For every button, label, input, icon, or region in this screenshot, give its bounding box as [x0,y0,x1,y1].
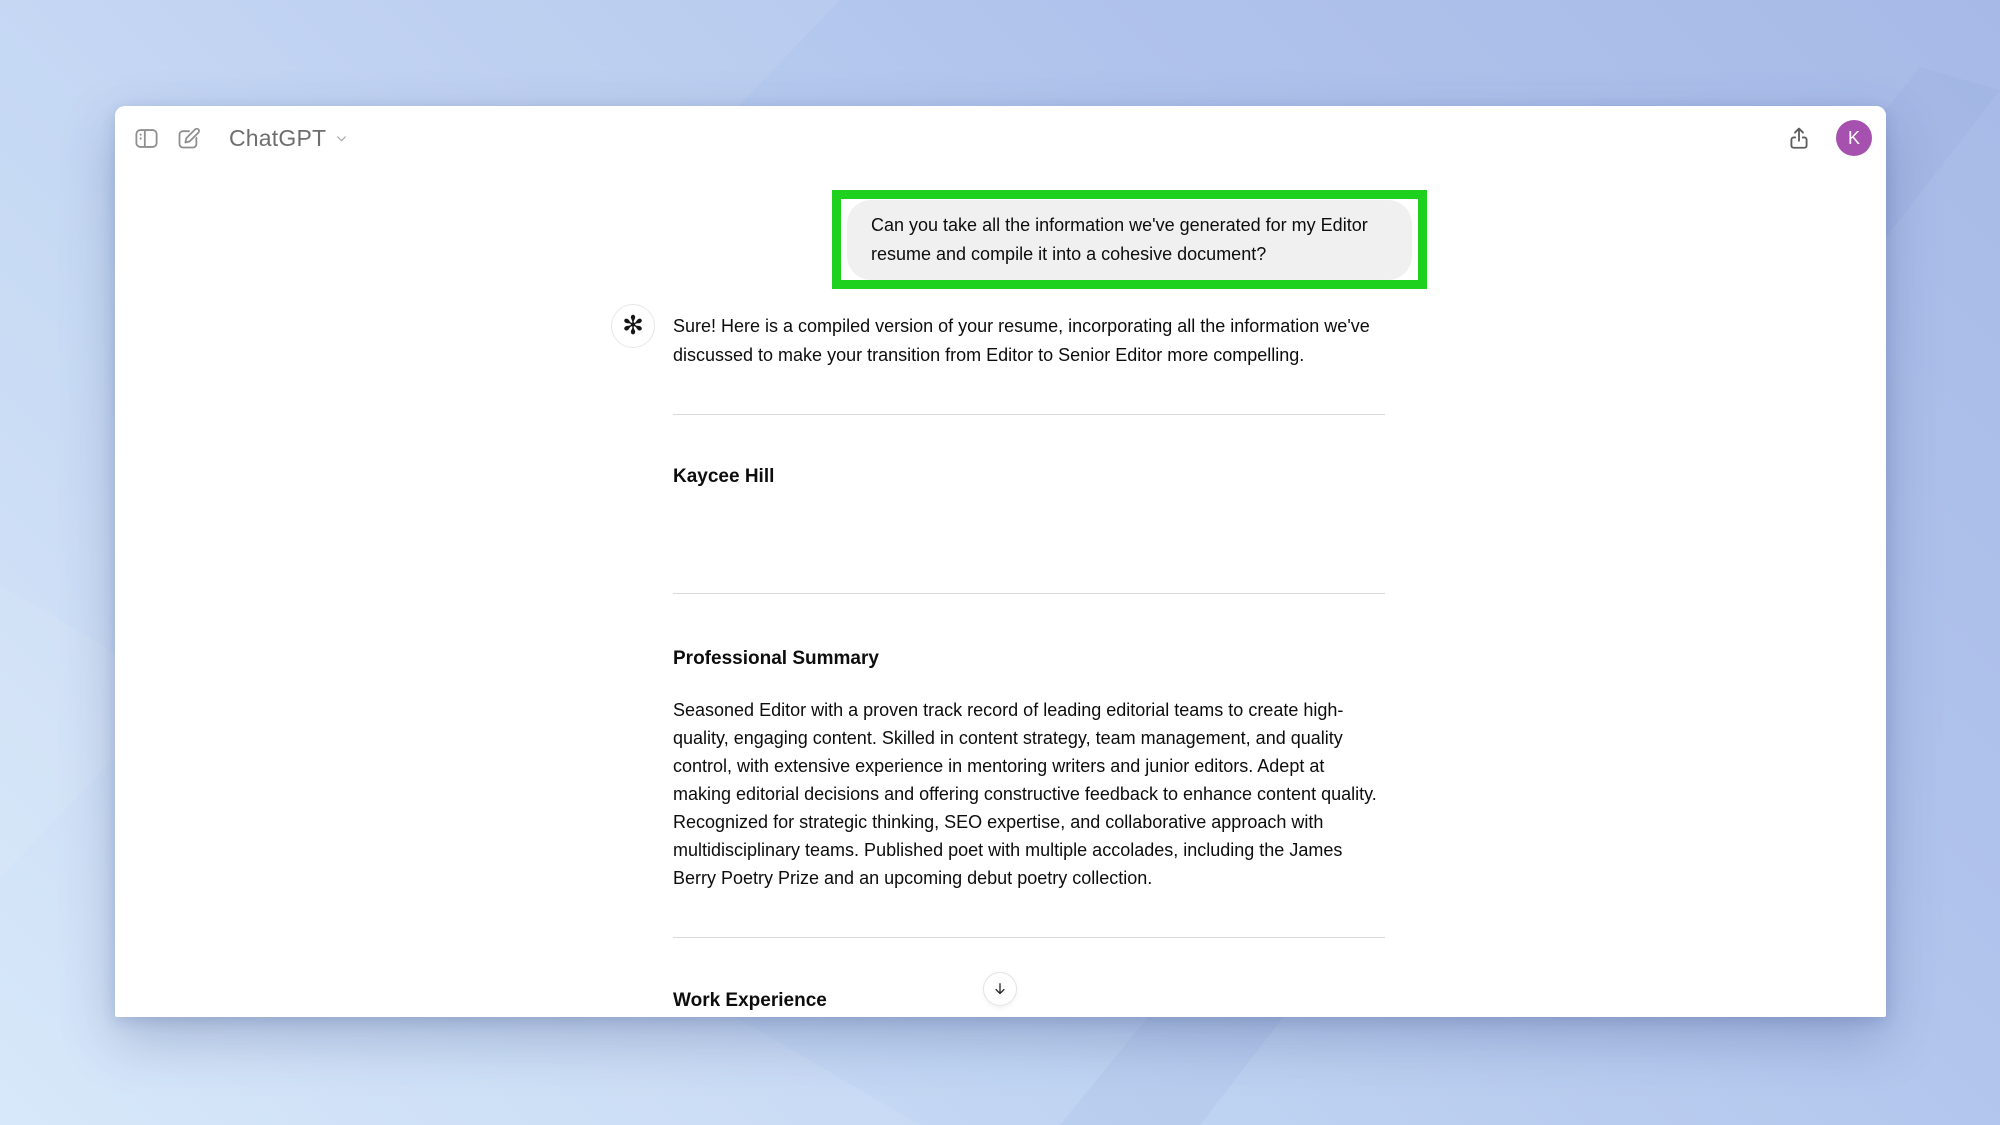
new-chat-button[interactable] [169,119,207,157]
sidebar-toggle-icon [133,125,160,152]
assistant-avatar [611,304,655,348]
user-message-highlight-box [832,190,1427,289]
compose-icon [175,125,202,152]
model-selector-label: ChatGPT [229,124,327,151]
share-button[interactable] [1780,119,1818,157]
resume-name-heading: Kaycee Hill [673,466,775,487]
avatar-initial: K [1847,127,1860,148]
share-icon [1786,125,1812,151]
divider [673,937,1385,938]
divider [673,593,1385,594]
chatgpt-window [115,106,1886,1017]
professional-summary-text: Seasoned Editor with a proven track record of leading editorial teams to create high-quality, engaging content. Skilled in content strategy, team management, and quality control, with extensive experience in mentoring writers and junior editors. Adept at making editorial decisions and offering constructive feedback to enhance content quality. Recognized for strategic thinking, SEO expertise, and collaborative approach with multidisciplinary teams. Published poet with multiple accolades, including the James Berry Poetry Prize and an upcoming debut poetry collection. [673,700,1377,888]
user-message-bubble [847,200,1412,280]
chatgpt-logo-icon: ✻ [622,310,644,340]
work-experience-heading: Work Experience [673,990,827,1011]
arrow-down-icon [991,980,1009,998]
profile-avatar-button[interactable] [1836,120,1872,156]
chevron-down-icon [334,131,349,146]
model-selector[interactable] [223,121,355,156]
sidebar-toggle-button[interactable] [127,119,165,157]
divider [673,414,1385,415]
professional-summary-heading: Professional Summary [673,648,879,669]
user-message-text: Can you take all the information we've generated for my Editor resume and compile it into a cohesive document? [871,214,1368,264]
assistant-intro-text: Sure! Here is a compiled version of your resume, incorporating all the information we've discussed to make your transition from Editor to Senior Editor more compelling. [673,316,1370,365]
window-header [115,106,1886,170]
scroll-to-bottom-button[interactable] [983,972,1017,1006]
